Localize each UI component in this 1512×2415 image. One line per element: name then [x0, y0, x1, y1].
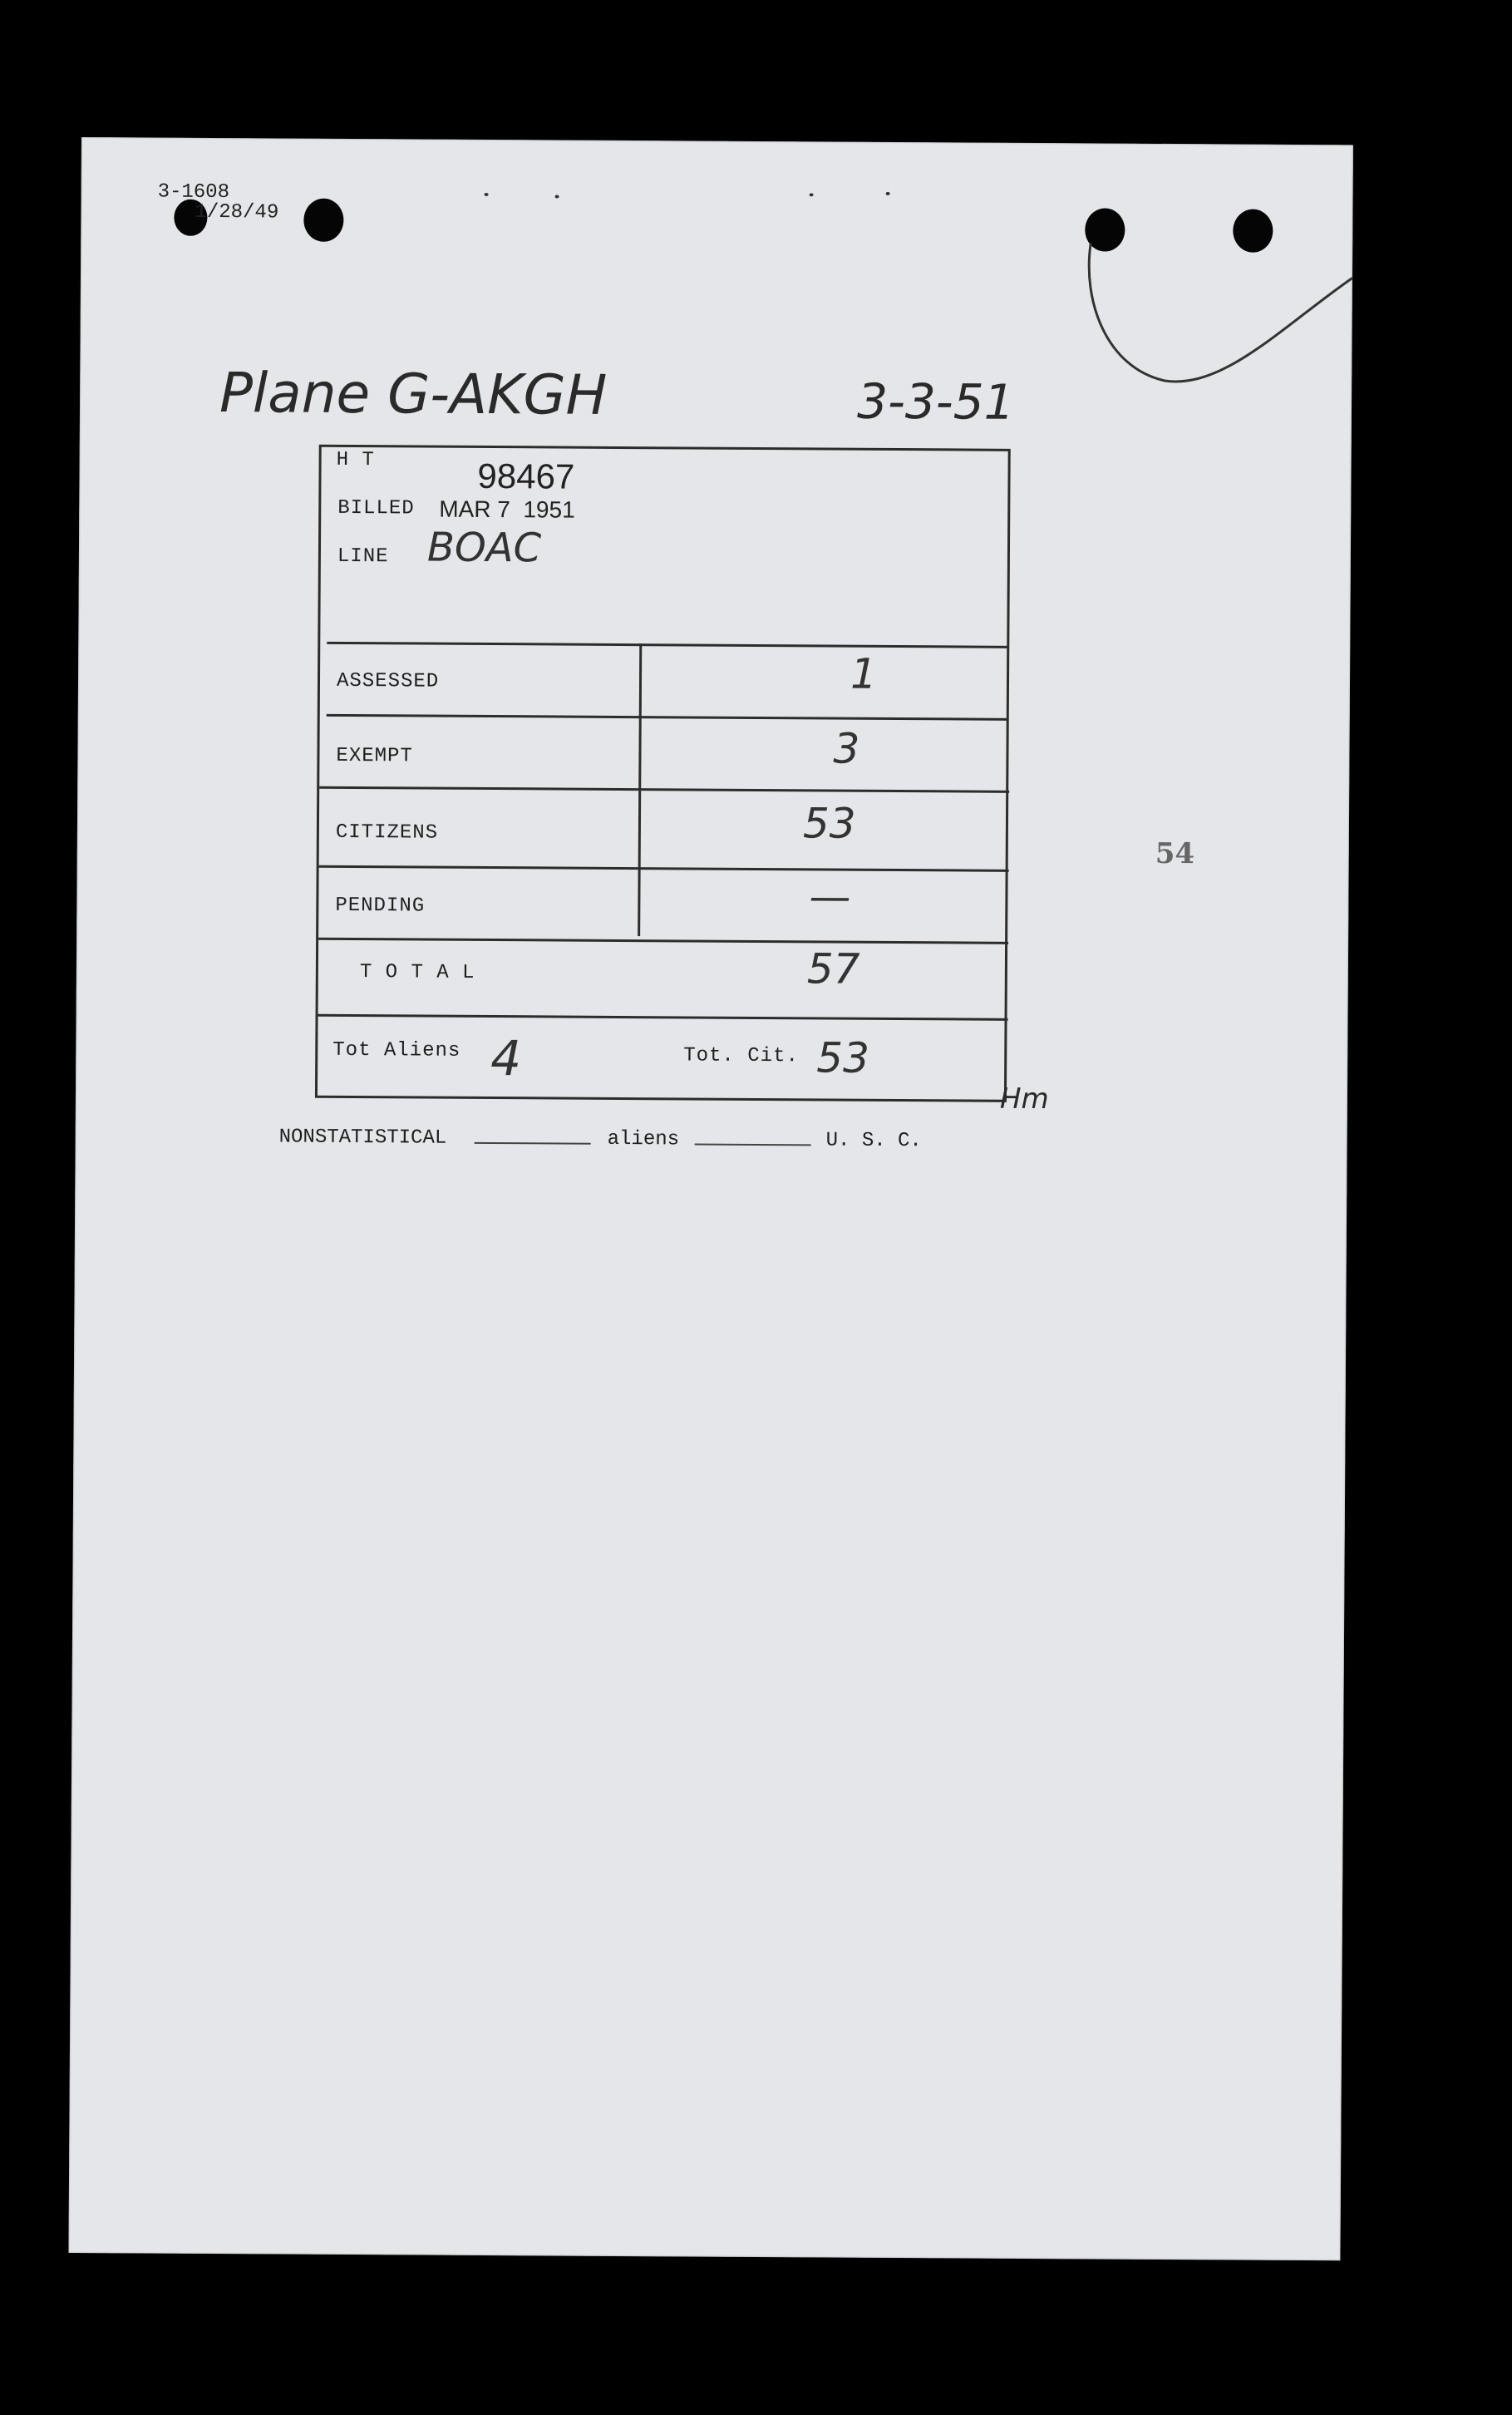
line-value: BOAC [426, 524, 542, 572]
tot-aliens-value: 4 [490, 1030, 522, 1087]
row-pending-value: — [809, 872, 851, 921]
line-label: LINE [337, 545, 389, 569]
usc-label: U. S. C. [825, 1129, 922, 1153]
handwritten-date: 3-3-51 [856, 372, 1015, 431]
row-pending-label: PENDING [335, 894, 426, 918]
plane-label: Plane G-AKGH [219, 361, 608, 427]
initials: Hm [999, 1082, 1049, 1116]
row-citizens-value: 53 [802, 799, 856, 848]
document-page [68, 137, 1353, 2260]
ht-label: H T [336, 448, 375, 472]
row-assessed-value: 1 [850, 649, 878, 698]
pen-stroke-mark [1073, 234, 1357, 436]
nonstat-label: NONSTATISTICAL [278, 1126, 447, 1150]
manifest-box [315, 445, 1011, 1102]
aliens-label: aliens [607, 1127, 680, 1151]
billed-date: MAR 7 1951 [439, 495, 575, 523]
tot-aliens-label: Tot Aliens [332, 1038, 461, 1062]
total-value: 57 [806, 944, 860, 993]
punch-hole-left [303, 199, 343, 242]
tot-cit-value: 53 [816, 1033, 870, 1082]
total-label: T O T A L [359, 961, 475, 984]
side-number: 54 [1155, 836, 1195, 871]
billed-label: BILLED [337, 496, 415, 520]
ht-number: 98467 [477, 456, 575, 496]
form-code: 3-1608 1/28/49 [157, 180, 279, 224]
tot-cit-label: Tot. Cit. [683, 1044, 799, 1068]
row-exempt-value: 3 [833, 724, 860, 773]
row-assessed-label: ASSESSED [336, 669, 440, 693]
row-exempt-label: EXEMPT [336, 744, 413, 768]
row-citizens-label: CITIZENS [335, 821, 439, 845]
